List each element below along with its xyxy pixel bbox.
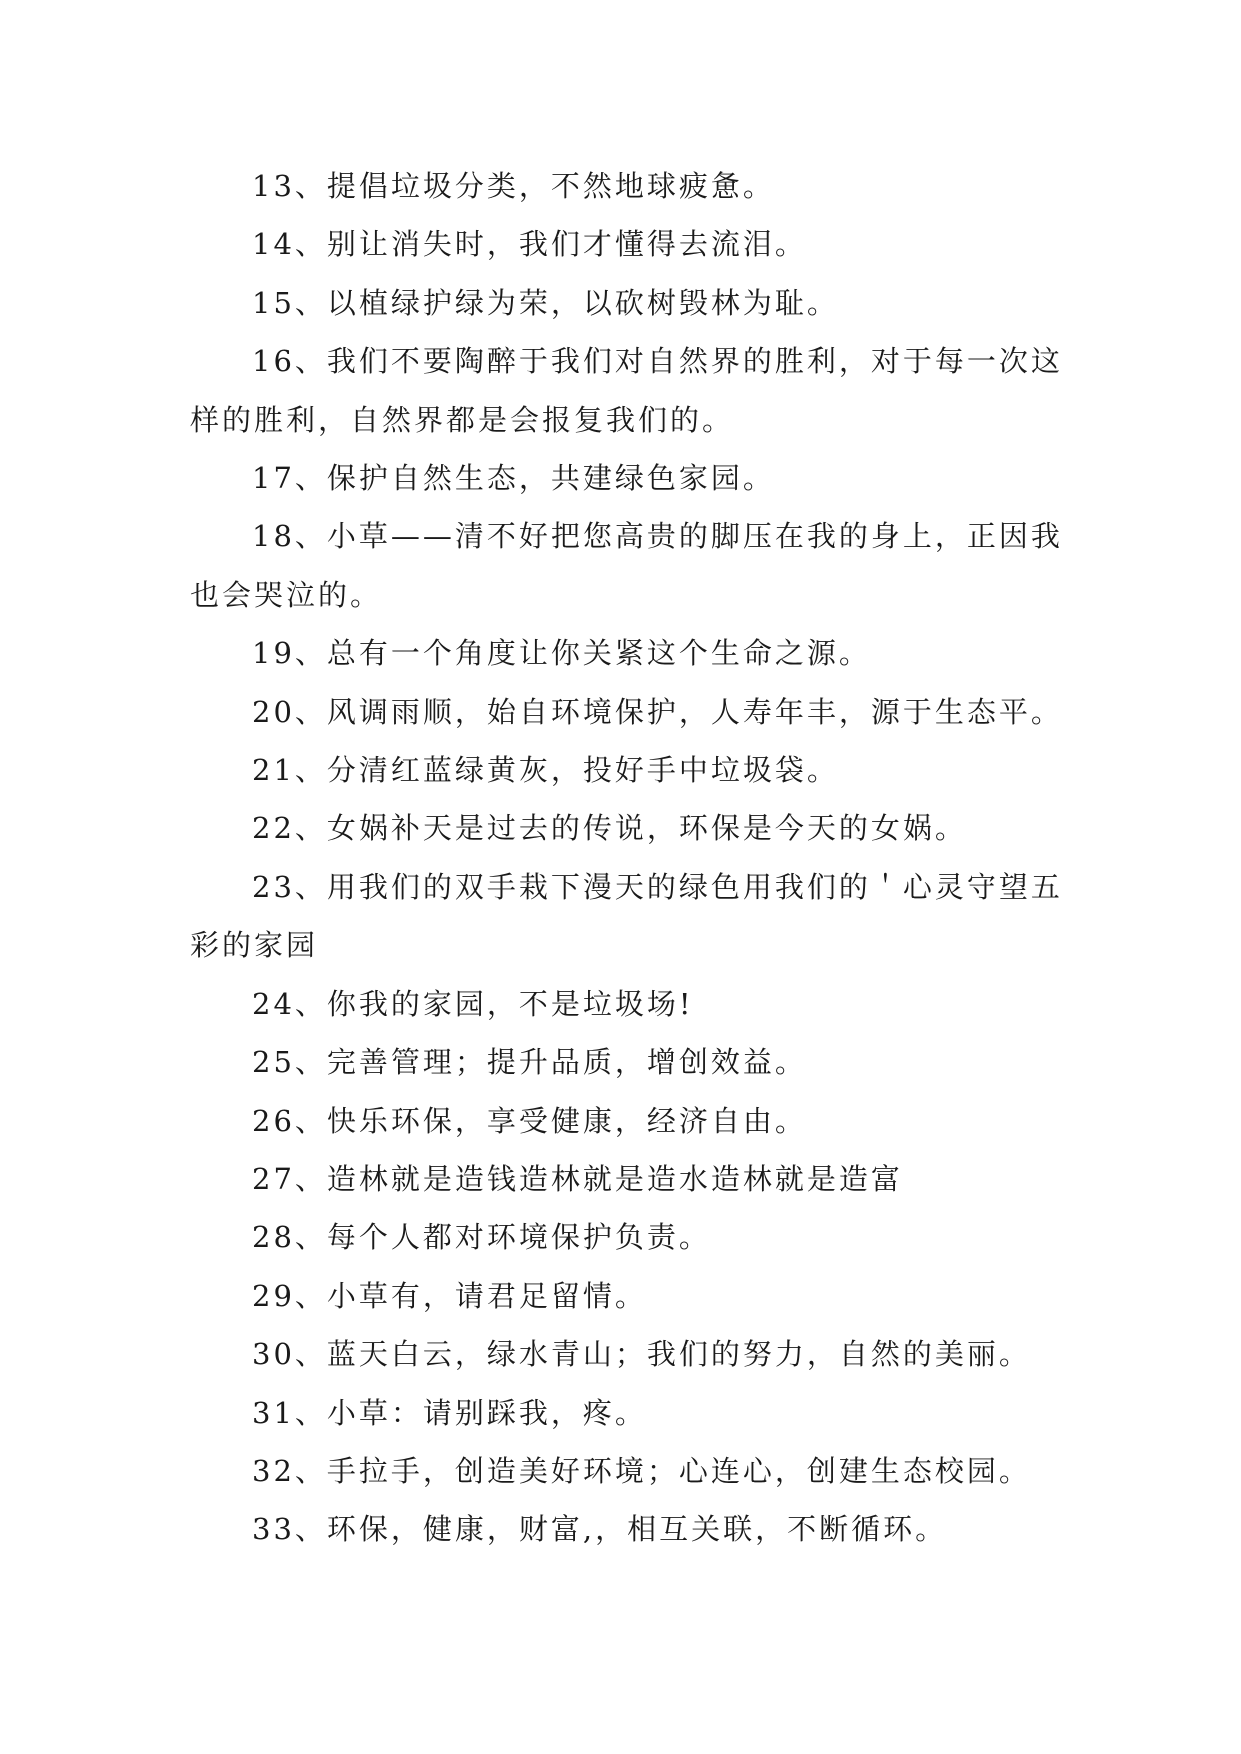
slogan-item-21: 21、分清红蓝绿黄灰，投好手中垃圾袋。: [252, 753, 839, 788]
document-body: [190, 157, 1070, 1559]
slogan-item-30: 30、蓝天白云，绿水青山；我们的努力，自然的美丽。: [252, 1337, 1031, 1372]
slogan-item-25: 25、完善管理；提升品质，增创效益。: [252, 1045, 807, 1080]
slogan-item-27: 27、造林就是造钱造林就是造水造林就是造富: [252, 1161, 903, 1196]
slogan-item-28: 28、每个人都对环境保护负责。: [252, 1220, 711, 1255]
slogan-item-23: 23、用我们的双手栽下漫天的绿色用我们的＇心灵守望五彩的家园: [190, 869, 1063, 963]
slogan-item-14: 14、别让消失时，我们才懂得去流泪。: [252, 227, 807, 262]
slogan-item-22: 22、女娲补天是过去的传说，环保是今天的女娲。: [252, 811, 967, 846]
slogan-item-29: 29、小草有，请君足留情。: [252, 1278, 647, 1313]
slogan-item-19: 19、总有一个角度让你关紧这个生命之源。: [252, 636, 871, 671]
slogan-item-16: 16、我们不要陶醉于我们对自然界的胜利，对于每一次这样的胜利，自然界都是会报复我们的。: [190, 344, 1063, 437]
slogan-item-18: 18、小草——清不好把您高贵的脚压在我的身上，正因我也会哭泣的。: [190, 519, 1063, 612]
slogan-item-17: 17、保护自然生态，共建绿色家园。: [252, 461, 775, 496]
slogan-item-26: 26、快乐环保，享受健康，经济自由。: [252, 1103, 807, 1138]
slogan-item-31: 31、小草：请别踩我，疼。: [252, 1395, 647, 1430]
slogan-item-24: 24、你我的家园，不是垃圾场!: [252, 986, 694, 1021]
slogan-item-32: 32、手拉手，创造美好环境；心连心，创建生态校园。: [252, 1453, 1031, 1488]
slogan-item-13: 13、提倡垃圾分类，不然地球疲惫。: [252, 169, 775, 203]
slogan-item-33: 33、环保，健康，财富,，相互关联，不断循环。: [252, 1512, 948, 1547]
slogan-item-20: 20、风调雨顺，始自环境保护，人寿年丰，源于生态平。: [252, 694, 1063, 729]
slogan-item-15: 15、以植绿护绿为荣，以砍树毁林为耻。: [252, 285, 839, 320]
